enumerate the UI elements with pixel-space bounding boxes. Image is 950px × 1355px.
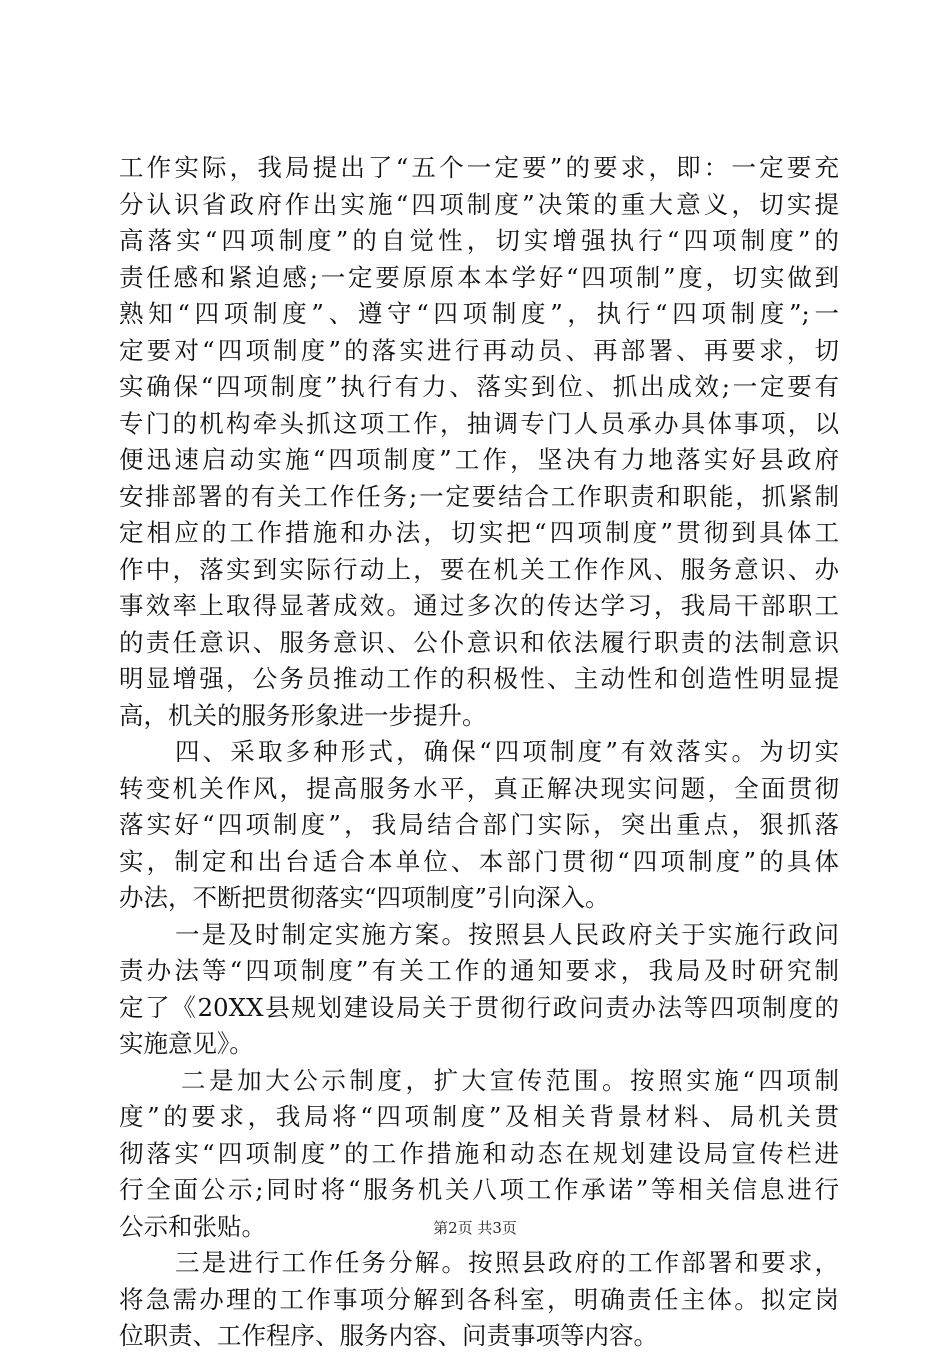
page-number-footer: 第2页 共3页 xyxy=(433,1219,517,1237)
text-line: 定了《20XX县规划建设局关于贯彻行政问责办法等四项制度的 xyxy=(119,992,839,1022)
text-line: 分认识省政府作出实施“四项制度”决策的重大意义，切实提 xyxy=(119,189,839,219)
paragraph-5 xyxy=(119,1245,839,1355)
text-line: 的责任意识、服务意识、公仆意识和依法履行职责的法制意识 xyxy=(119,627,839,657)
text-line: 安排部署的有关工作任务;一定要结合工作职责和职能，抓紧制 xyxy=(119,481,839,511)
text-line: 度”的要求，我局将“四项制度”及相关背景材料、局机关贯 xyxy=(119,1102,839,1131)
text-line: 一是及时制定实施方案。按照县人民政府关于实施行政问 xyxy=(175,919,839,949)
text-line: 熟知“四项制度”、遵守“四项制度”，执行“四项制度”;一 xyxy=(119,299,839,328)
text-line: 彻落实“四项制度”的工作措施和动态在规划建设局宣传栏进 xyxy=(119,1138,839,1168)
text-line: 事效率上取得显著成效。通过多次的传达学习，我局干部职工 xyxy=(119,591,839,620)
text-line: 便迅速启动实施“四项制度”工作，坚决有力地落实好县政府 xyxy=(119,445,839,474)
text-line: 三是进行工作任务分解。按照县政府的工作部署和要求， xyxy=(175,1248,839,1277)
text-line: 高落实“四项制度”的自觉性，切实增强执行“四项制度”的 xyxy=(119,226,839,255)
paragraph-2 xyxy=(119,734,839,917)
text-line: 实施意见》。 xyxy=(119,1029,254,1058)
text-line: 工作实际，我局提出了“五个一定要”的要求，即：一定要充 xyxy=(119,153,839,182)
text-line: 位职责、工作程序、服务内容、问责事项等内容。 xyxy=(119,1321,658,1350)
text-line: 行全面公示;同时将“服务机关八项工作承诺”等相关信息进行 xyxy=(119,1175,839,1204)
text-line: 定相应的工作措施和办法，切实把“四项制度”贯彻到具体工 xyxy=(119,518,839,547)
paragraph-3 xyxy=(119,917,839,1063)
document-body xyxy=(119,150,839,1355)
text-line: 四、采取多种形式，确保“四项制度”有效落实。为切实 xyxy=(175,737,839,766)
text-line: 责任感和紧迫感;一定要原原本本学好“四项制”度，切实做到 xyxy=(119,262,839,292)
text-line: 办法，不断把贯彻落实“四项制度”引向深入。 xyxy=(119,883,610,912)
text-line: 实确保“四项制度”执行有力、落实到位、抓出成效;一定要有 xyxy=(119,372,839,401)
text-line: 转变机关作风，提高服务水平，真正解决现实问题，全面贯彻 xyxy=(119,773,839,803)
text-line: 作中，落实到实际行动上，要在机关工作作风、服务意识、办 xyxy=(119,554,839,584)
paragraph-1 xyxy=(119,150,839,734)
text-line: 定要对“四项制度”的落实进行再动员、再部署、再要求，切 xyxy=(119,335,839,365)
text-line: 落实好“四项制度”，我局结合部门实际，突出重点，狠抓落 xyxy=(119,810,839,839)
text-line: 明显增强，公务员推动工作的积极性、主动性和创造性明显提 xyxy=(119,664,839,693)
text-line: 实，制定和出台适合本单位、本部门贯彻“四项制度”的具体 xyxy=(119,846,839,876)
text-line: 责办法等“四项制度”有关工作的通知要求，我局及时研究制 xyxy=(119,956,839,985)
text-line: 公示和张贴。 xyxy=(119,1211,266,1241)
text-line: 专门的机构牵头抓这项工作，抽调专门人员承办具体事项，以 xyxy=(119,408,839,438)
text-line: 二是加大公示制度，扩大宣传范围。按照实施“四项制 xyxy=(181,1065,839,1095)
text-line: 高，机关的服务形象进一步提升。 xyxy=(119,700,487,730)
text-line: 将急需办理的工作事项分解到各科室，明确责任主体。拟定岗 xyxy=(119,1284,839,1314)
